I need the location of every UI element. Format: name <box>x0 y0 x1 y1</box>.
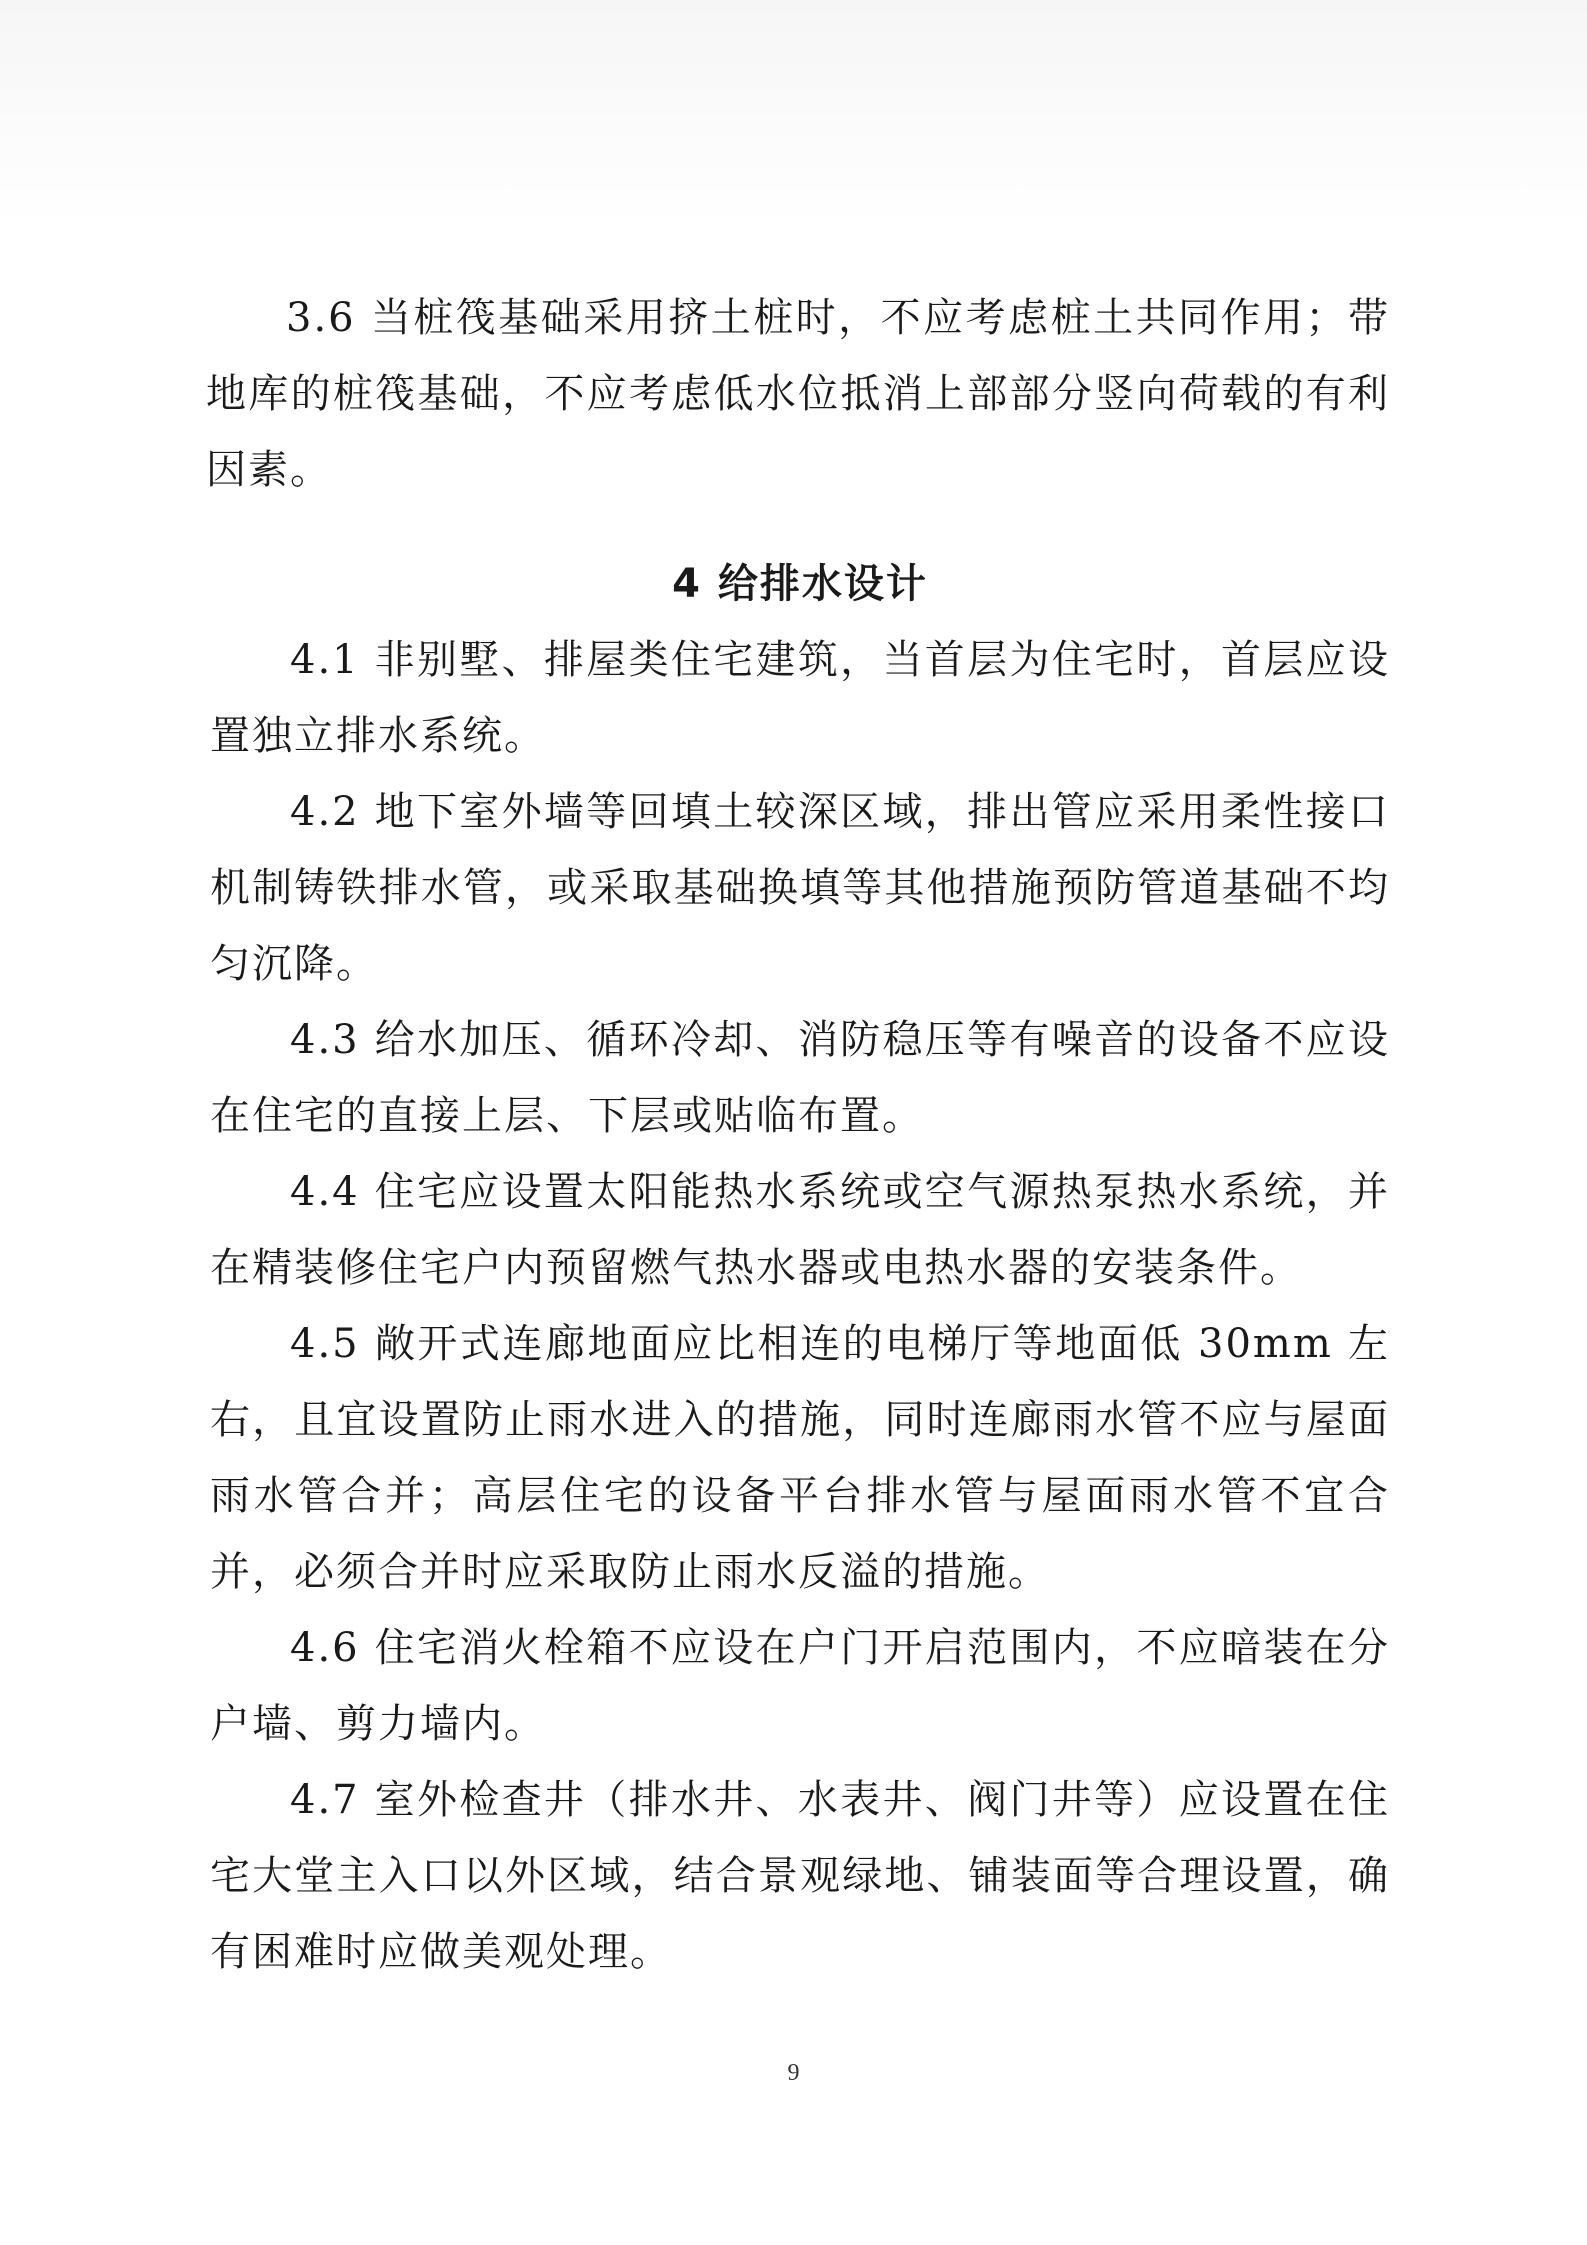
clause-4-6: 4.6 住宅消火栓箱不应设在户门开启范围内，不应暗装在分户墙、剪力墙内。 <box>210 1625 1390 1747</box>
clause-4-2: 4.2 地下室外墙等回填土较深区域，排出管应采用柔性接口机制铸铁排水管，或采取基础换填等其他措施预防管道基础不均匀沉降。 <box>210 789 1390 987</box>
clause-4-7: 4.7 室外检查井（排水井、水表井、阀门井等）应设置在住宅大堂主入口以外区域，结合景观绿地、铺装面等合理设置，确有困难时应做美观处理。 <box>210 1777 1390 1975</box>
section-heading: 4 给排水设计 <box>672 561 928 607</box>
clause-4-5: 4.5 敞开式连廊地面应比相连的电梯厅等地面低 30mm 左右，且宜设置防止雨水进入的措施，同时连廊雨水管不应与屋面雨水管合并；高层住宅的设备平台排水管与屋面雨水管不宜合并，必须合并时应采取防止雨水反溢的措施。 <box>210 1321 1390 1595</box>
document-body <box>206 280 1390 1990</box>
scan-shading <box>0 0 1587 230</box>
clause-4-4: 4.4 住宅应设置太阳能热水系统或空气源热泵热水系统，并在精装修住宅户内预留燃气热水器或电热水器的安装条件。 <box>210 1169 1390 1291</box>
clause-4-3: 4.3 给水加压、循环冷却、消防稳压等有噪音的设备不应设在住宅的直接上层、下层或贴临布置。 <box>210 1017 1390 1139</box>
clause-4-1: 4.1 非别墅、排屋类住宅建筑，当首层为住宅时，首层应设置独立排水系统。 <box>210 637 1390 759</box>
page-number: 9 <box>787 2060 800 2086</box>
clause-3-6: 3.6 当桩筏基础采用挤土桩时，不应考虑桩土共同作用；带地库的桩筏基础，不应考虑低水位抵消上部部分竖向荷载的有利因素。 <box>206 295 1390 493</box>
